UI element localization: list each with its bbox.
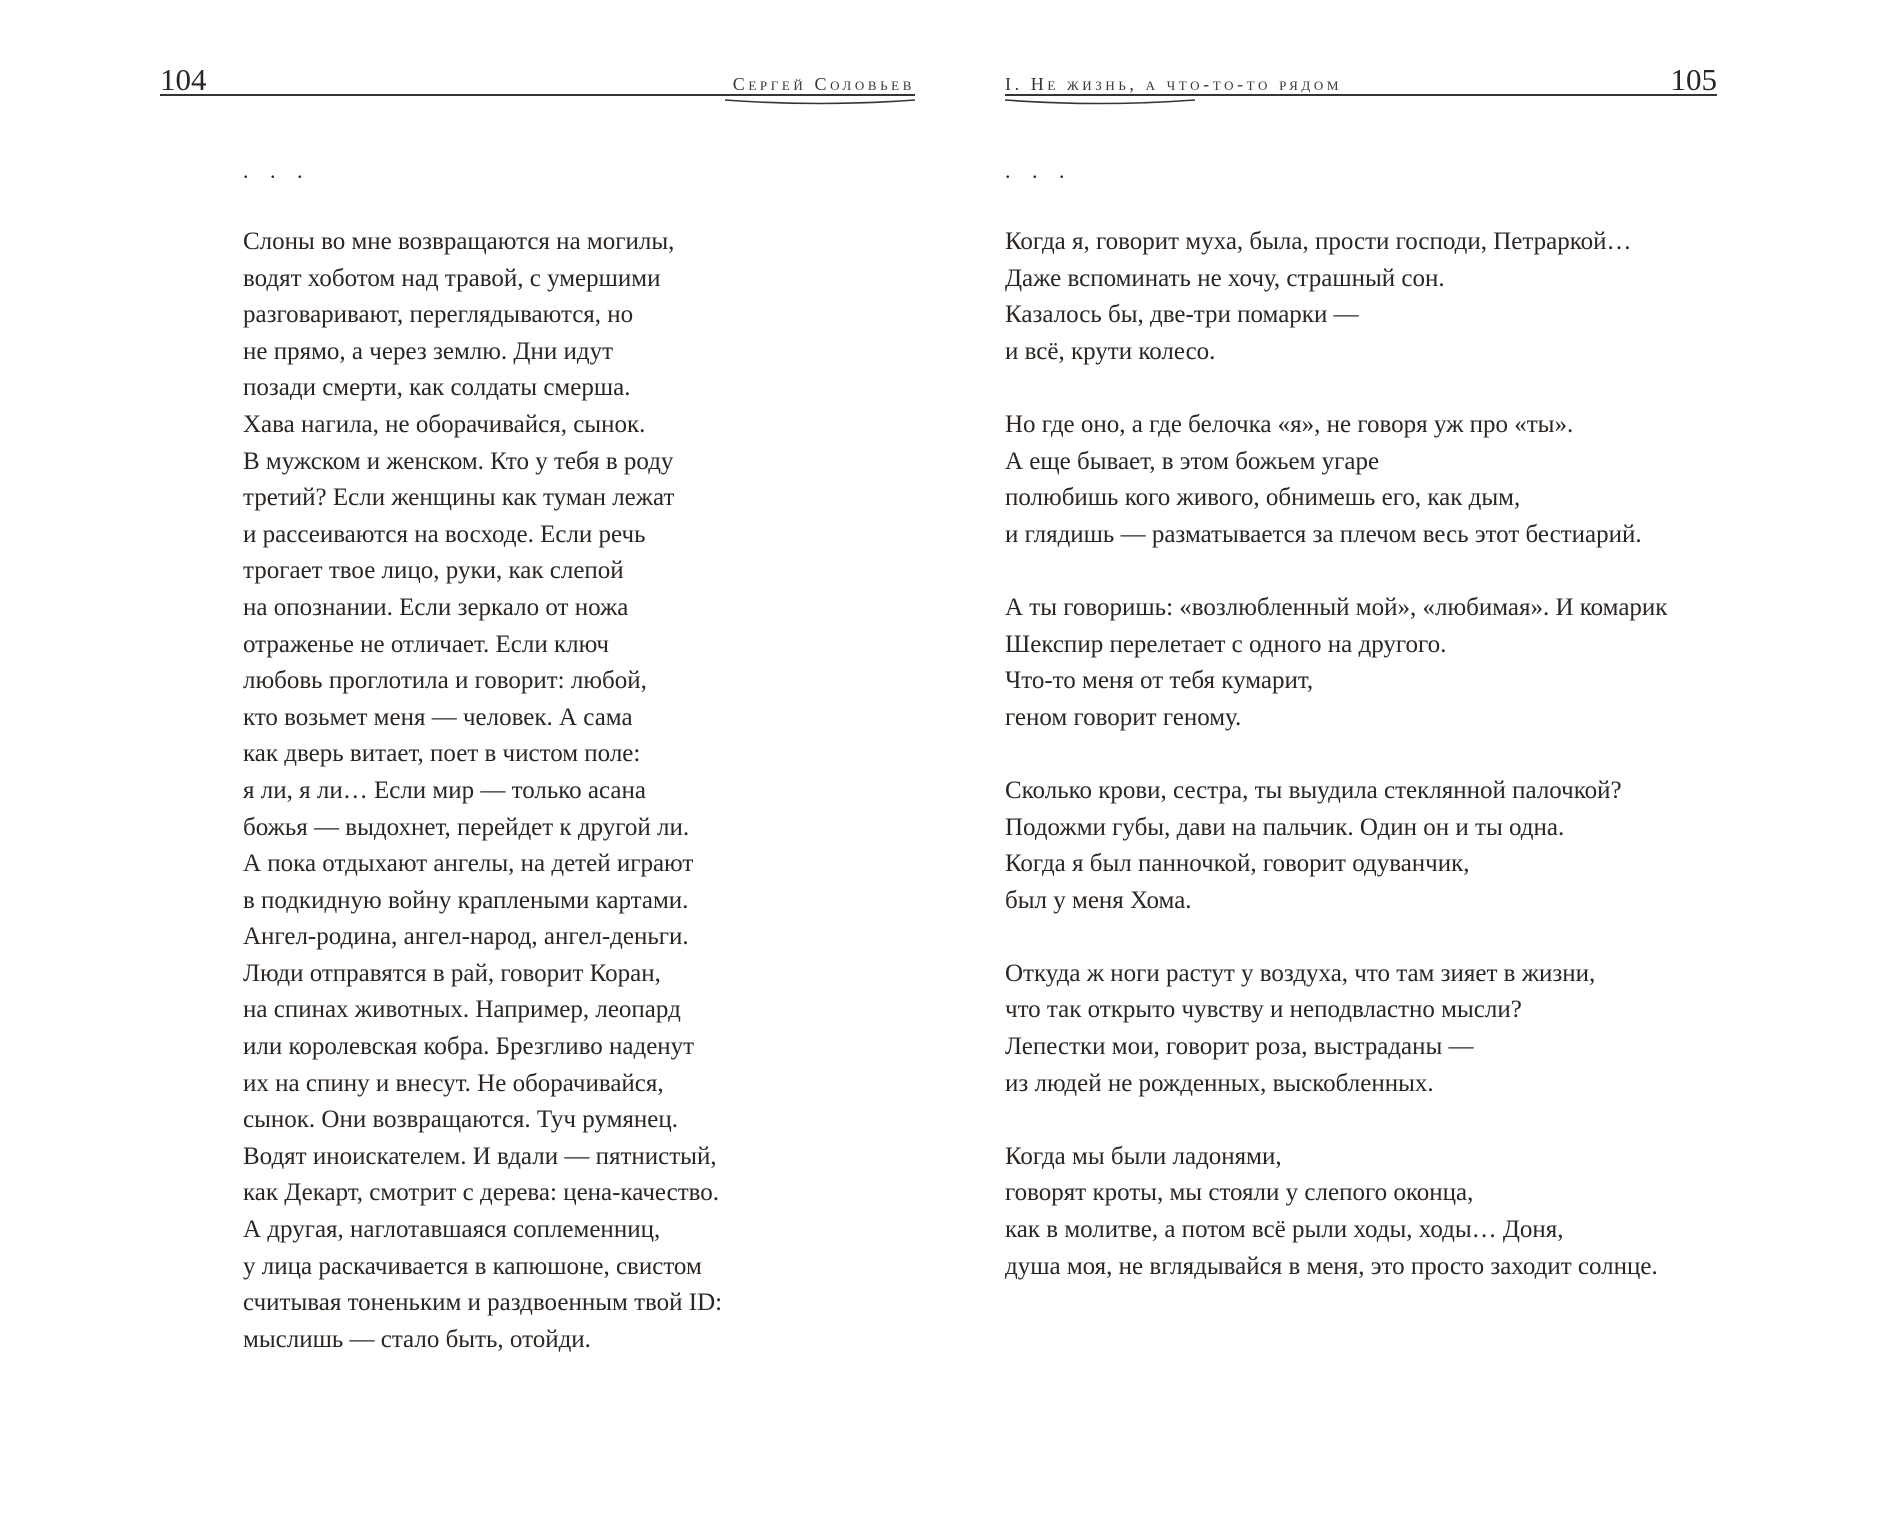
poem-line: на опознании. Если зеркало от ножа (243, 593, 629, 621)
stanza (1005, 773, 1745, 919)
poem-line: у лица раскачивается в капюшоне, свистом (243, 1252, 702, 1280)
poem-line: Водят иноискателем. И вдали — пятнистый, (243, 1142, 717, 1170)
poem-line: я ли, я ли… Если мир — только асана (243, 776, 646, 804)
poem-line: что так открыто чувству и неподвластно мысли? (1005, 996, 1522, 1024)
poem-line: и глядишь — разматывается за плечом весь этот бестиарий. (1005, 520, 1642, 548)
stanza (243, 224, 923, 1358)
poem-line: геном говорит геному. (1005, 703, 1242, 731)
poem-line: и рассеиваются на восходе. Если речь (243, 520, 646, 548)
poem-line: как в молитве, а потом всё рыли ходы, ходы… Доня, (1005, 1216, 1564, 1244)
stanza (1005, 407, 1745, 553)
left-head-rule (160, 94, 915, 96)
right-page (950, 0, 1900, 1536)
right-asterism: . . . (1005, 158, 1073, 183)
poem-line: А другая, наглотавшаяся соплеменниц, (243, 1216, 661, 1244)
poem-line: Ангел-родина, ангел-народ, ангел-деньги. (243, 923, 689, 951)
poem-line: позади смерти, как солдаты смерша. (243, 374, 631, 402)
poem-line: Но где оно, а где белочка «я», не говоря уж про «ты». (1005, 410, 1574, 438)
left-page-number: 104 (160, 62, 207, 97)
poem-line: Когда мы были ладонями, (1005, 1142, 1282, 1170)
poem-line: Даже вспоминать не хочу, страшный сон. (1005, 264, 1445, 292)
stanza (1005, 590, 1745, 736)
poem-line: А пока отдыхают ангелы, на детей играют (243, 850, 694, 878)
poem-line: божья — выдохнет, перейдет к другой ли. (243, 813, 690, 841)
poem-line: Когда я, говорит муха, была, прости господи, Петраркой… (1005, 228, 1632, 255)
poem-line: Казалось бы, две-три помарки — (1005, 301, 1359, 329)
poem-line: сынок. Они возвращаются. Туч румянец. (243, 1106, 679, 1134)
poem-line: Лепестки мои, говорит роза, выстраданы — (1005, 1033, 1474, 1061)
poem-line: как дверь витает, поет в чистом поле: (243, 740, 641, 768)
poem-line: разговаривают, переглядываются, но (243, 301, 634, 329)
left-poem (243, 158, 923, 1395)
poem-line: Подожми губы, дави на пальчик. Один он и ты одна. (1005, 813, 1565, 841)
poem-line: Что-то меня от тебя кумарит, (1005, 667, 1314, 695)
poem-line: А еще бывает, в этом божьем угаре (1005, 447, 1380, 475)
poem-line: или королевская кобра. Брезгливо наденут (243, 1033, 695, 1061)
poem-line: Слоны во мне возвращаются на могилы, (243, 228, 675, 255)
poem-line: А ты говоришь: «возлюбленный мой», «любимая». И комарик (1005, 593, 1668, 621)
poem-line: говорят кроты, мы стояли у слепого оконца, (1005, 1179, 1474, 1207)
poem-line: кто возьмет меня — человек. А сама (243, 703, 633, 731)
poem-line: полюбишь кого живого, обнимешь его, как дым, (1005, 484, 1521, 512)
right-head-swash (1005, 98, 1195, 108)
right-running-head-title: I. Не жизнь, а что-то-то рядом (1005, 74, 1343, 94)
poem-line: трогает твое лицо, руки, как слепой (243, 557, 624, 585)
poem-line: мыслишь — стало быть, отойди. (243, 1325, 591, 1353)
poem-line: в подкидную войну краплеными картами. (243, 886, 689, 914)
poem-line: считывая тоненьким и раздвоенным твой ID: (243, 1289, 723, 1317)
right-page-number: 105 (1670, 62, 1717, 97)
left-asterism: . . . (243, 158, 311, 183)
poem-line: Хава нагила, не оборачивайся, сынок. (243, 410, 646, 438)
left-head-swash (725, 98, 915, 108)
left-stanzas (243, 224, 923, 1358)
right-head-rule (1005, 94, 1717, 96)
poem-line: как Декарт, смотрит с дерева: цена-качество. (243, 1179, 720, 1207)
right-poem (1005, 158, 1745, 1322)
poem-line: Откуда ж ноги растут у воздуха, что там зияет в жизни, (1005, 959, 1596, 987)
poem-line: душа моя, не вглядывайся в меня, это просто заходит солнце. (1005, 1252, 1658, 1280)
poem-line: любовь проглотила и говорит: любой, (243, 667, 647, 695)
poem-line: В мужском и женском. Кто у тебя в роду (243, 447, 674, 475)
left-running-head (160, 58, 915, 108)
poem-line: не прямо, а через землю. Дни идут (243, 337, 613, 365)
left-running-head-title: Сергей Соловьев (732, 74, 915, 94)
poem-line: и всё, крути колесо. (1005, 337, 1216, 365)
poem-line: из людей не рожденных, выскобленных. (1005, 1069, 1434, 1097)
stanza (1005, 956, 1745, 1102)
stanza (1005, 224, 1745, 370)
right-running-head (1005, 58, 1717, 108)
poem-line: третий? Если женщины как туман лежат (243, 484, 675, 512)
poem-line: отраженье не отличает. Если ключ (243, 630, 609, 658)
poem-line: Сколько крови, сестра, ты выудила стеклянной палочкой? (1005, 776, 1622, 804)
poem-line: был у меня Хома. (1005, 886, 1192, 914)
poem-line: Когда я был панночкой, говорит одуванчик, (1005, 850, 1470, 878)
poem-line: водят хоботом над травой, с умершими (243, 264, 661, 292)
poem-line: Шекспир перелетает с одного на другого. (1005, 630, 1447, 658)
poem-line: Люди отправятся в рай, говорит Коран, (243, 959, 661, 987)
poem-line: их на спину и внесут. Не оборачивайся, (243, 1069, 664, 1097)
poem-line: на спинах животных. Например, леопард (243, 996, 681, 1024)
stanza (1005, 1139, 1745, 1285)
right-stanzas (1005, 224, 1745, 1285)
